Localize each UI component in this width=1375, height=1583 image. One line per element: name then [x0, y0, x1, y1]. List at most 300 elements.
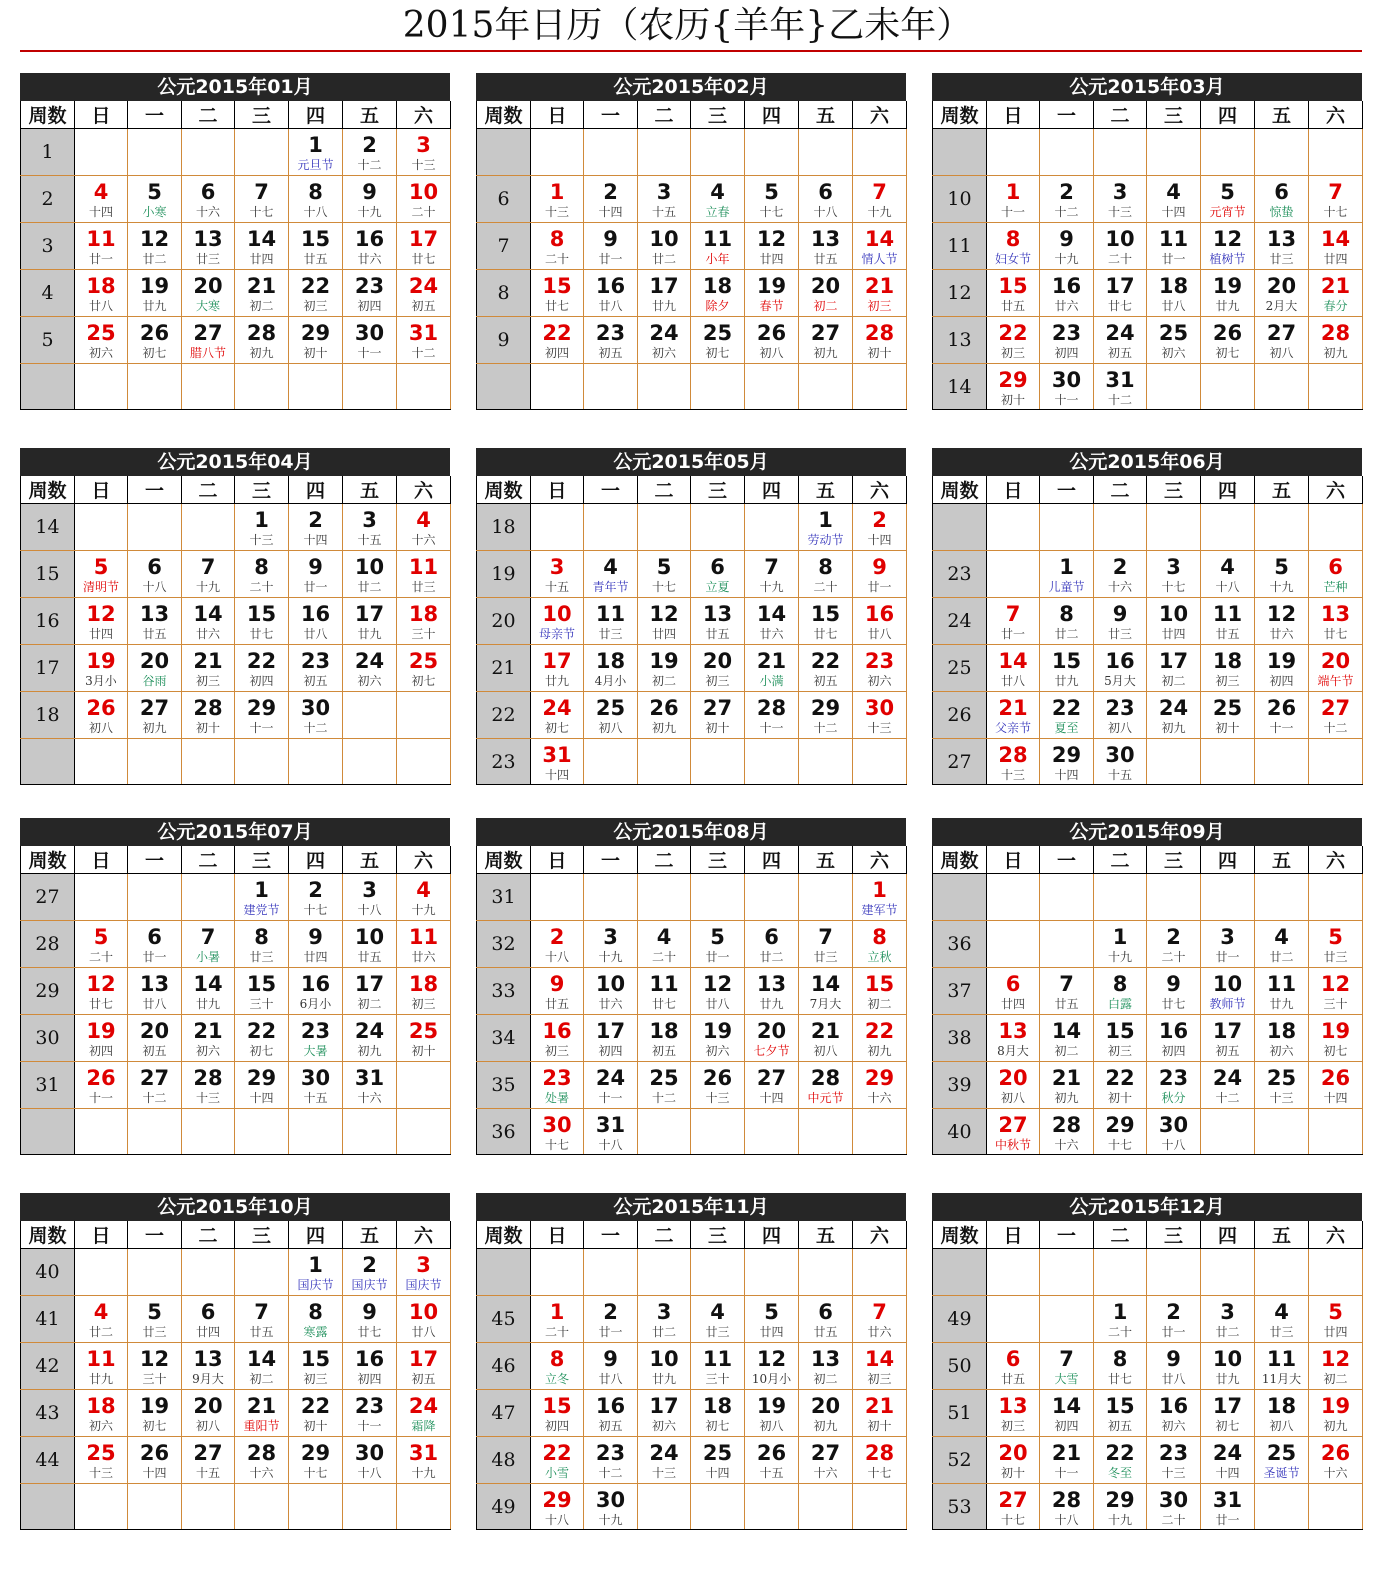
day-cell[interactable] [584, 223, 638, 270]
day-cell[interactable] [1201, 1062, 1255, 1109]
day-cell[interactable] [853, 1437, 907, 1484]
day-cell[interactable] [235, 1296, 289, 1343]
day-cell[interactable] [745, 176, 799, 223]
day-cell[interactable] [745, 1015, 799, 1062]
day-cell[interactable] [745, 1062, 799, 1109]
day-cell[interactable] [1040, 551, 1094, 598]
day-cell[interactable] [745, 968, 799, 1015]
day-cell[interactable] [1255, 598, 1309, 645]
day-cell[interactable] [691, 551, 745, 598]
day-cell[interactable] [235, 598, 289, 645]
day-cell[interactable] [235, 504, 289, 551]
day-cell[interactable] [745, 270, 799, 317]
day-cell[interactable] [987, 598, 1040, 645]
day-cell[interactable] [745, 921, 799, 968]
day-cell[interactable] [691, 1390, 745, 1437]
day-cell[interactable] [745, 317, 799, 364]
day-cell[interactable] [289, 1249, 343, 1296]
day-cell[interactable] [128, 270, 182, 317]
day-cell[interactable] [182, 223, 235, 270]
day-cell[interactable] [75, 692, 128, 739]
day-cell[interactable] [343, 968, 397, 1015]
day-cell[interactable] [75, 551, 128, 598]
day-cell[interactable] [987, 1343, 1040, 1390]
day-cell[interactable] [182, 645, 235, 692]
day-cell[interactable] [1255, 1437, 1309, 1484]
day-cell[interactable] [987, 645, 1040, 692]
day-cell[interactable] [987, 317, 1040, 364]
day-cell[interactable] [1255, 968, 1309, 1015]
day-cell[interactable] [1147, 598, 1201, 645]
day-cell[interactable] [397, 270, 451, 317]
day-cell[interactable] [745, 645, 799, 692]
day-cell[interactable] [397, 1343, 451, 1390]
day-cell[interactable] [1309, 1296, 1363, 1343]
day-cell[interactable] [1309, 1015, 1363, 1062]
day-cell[interactable] [235, 692, 289, 739]
day-cell[interactable] [1201, 1437, 1255, 1484]
day-cell[interactable] [1094, 921, 1147, 968]
day-cell[interactable] [584, 1343, 638, 1390]
day-cell[interactable] [584, 176, 638, 223]
day-cell[interactable] [75, 270, 128, 317]
day-cell[interactable] [584, 921, 638, 968]
day-cell[interactable] [638, 270, 691, 317]
day-cell[interactable] [75, 1062, 128, 1109]
day-cell[interactable] [531, 692, 584, 739]
day-cell[interactable] [584, 1484, 638, 1530]
day-cell[interactable] [182, 692, 235, 739]
day-cell[interactable] [853, 692, 907, 739]
day-cell[interactable] [235, 968, 289, 1015]
day-cell[interactable] [397, 551, 451, 598]
day-cell[interactable] [343, 921, 397, 968]
day-cell[interactable] [1147, 1015, 1201, 1062]
day-cell[interactable] [1094, 270, 1147, 317]
day-cell[interactable] [584, 645, 638, 692]
day-cell[interactable] [691, 645, 745, 692]
day-cell[interactable] [638, 1296, 691, 1343]
day-cell[interactable] [75, 598, 128, 645]
day-cell[interactable] [531, 1015, 584, 1062]
day-cell[interactable] [128, 176, 182, 223]
day-cell[interactable] [1040, 270, 1094, 317]
day-cell[interactable] [128, 1343, 182, 1390]
day-cell[interactable] [75, 1390, 128, 1437]
day-cell[interactable] [289, 692, 343, 739]
day-cell[interactable] [799, 176, 853, 223]
day-cell[interactable] [289, 317, 343, 364]
day-cell[interactable] [1040, 968, 1094, 1015]
day-cell[interactable] [182, 176, 235, 223]
day-cell[interactable] [1094, 1343, 1147, 1390]
day-cell[interactable] [1201, 968, 1255, 1015]
day-cell[interactable] [1040, 598, 1094, 645]
day-cell[interactable] [531, 1343, 584, 1390]
day-cell[interactable] [987, 968, 1040, 1015]
day-cell[interactable] [1255, 692, 1309, 739]
day-cell[interactable] [987, 692, 1040, 739]
day-cell[interactable] [1147, 692, 1201, 739]
day-cell[interactable] [1094, 176, 1147, 223]
day-cell[interactable] [75, 968, 128, 1015]
day-cell[interactable] [584, 1109, 638, 1155]
day-cell[interactable] [1147, 968, 1201, 1015]
day-cell[interactable] [987, 739, 1040, 785]
day-cell[interactable] [397, 317, 451, 364]
day-cell[interactable] [638, 1437, 691, 1484]
day-cell[interactable] [691, 176, 745, 223]
day-cell[interactable] [289, 598, 343, 645]
day-cell[interactable] [1147, 270, 1201, 317]
day-cell[interactable] [1094, 1296, 1147, 1343]
day-cell[interactable] [745, 1437, 799, 1484]
day-cell[interactable] [799, 223, 853, 270]
day-cell[interactable] [1147, 921, 1201, 968]
day-cell[interactable] [1309, 551, 1363, 598]
day-cell[interactable] [1094, 1437, 1147, 1484]
day-cell[interactable] [128, 692, 182, 739]
day-cell[interactable] [745, 692, 799, 739]
day-cell[interactable] [638, 551, 691, 598]
day-cell[interactable] [182, 1015, 235, 1062]
day-cell[interactable] [638, 1343, 691, 1390]
day-cell[interactable] [1201, 1484, 1255, 1530]
day-cell[interactable] [1147, 223, 1201, 270]
day-cell[interactable] [75, 1015, 128, 1062]
day-cell[interactable] [638, 176, 691, 223]
day-cell[interactable] [531, 317, 584, 364]
day-cell[interactable] [235, 1390, 289, 1437]
day-cell[interactable] [638, 692, 691, 739]
day-cell[interactable] [235, 645, 289, 692]
day-cell[interactable] [1255, 551, 1309, 598]
day-cell[interactable] [987, 364, 1040, 410]
day-cell[interactable] [397, 598, 451, 645]
day-cell[interactable] [1094, 223, 1147, 270]
day-cell[interactable] [691, 1015, 745, 1062]
day-cell[interactable] [1201, 921, 1255, 968]
day-cell[interactable] [531, 1296, 584, 1343]
day-cell[interactable] [182, 1296, 235, 1343]
day-cell[interactable] [128, 1062, 182, 1109]
day-cell[interactable] [799, 504, 853, 551]
day-cell[interactable] [1309, 598, 1363, 645]
day-cell[interactable] [235, 874, 289, 921]
day-cell[interactable] [1309, 1390, 1363, 1437]
day-cell[interactable] [1094, 645, 1147, 692]
day-cell[interactable] [289, 1390, 343, 1437]
day-cell[interactable] [691, 1062, 745, 1109]
day-cell[interactable] [343, 1390, 397, 1437]
day-cell[interactable] [343, 1343, 397, 1390]
day-cell[interactable] [289, 921, 343, 968]
day-cell[interactable] [987, 1484, 1040, 1530]
day-cell[interactable] [1094, 364, 1147, 410]
day-cell[interactable] [853, 1296, 907, 1343]
day-cell[interactable] [531, 739, 584, 785]
day-cell[interactable] [531, 223, 584, 270]
day-cell[interactable] [584, 968, 638, 1015]
day-cell[interactable] [853, 1015, 907, 1062]
day-cell[interactable] [182, 1390, 235, 1437]
day-cell[interactable] [745, 598, 799, 645]
day-cell[interactable] [691, 270, 745, 317]
day-cell[interactable] [289, 874, 343, 921]
day-cell[interactable] [343, 317, 397, 364]
day-cell[interactable] [182, 317, 235, 364]
day-cell[interactable] [1040, 223, 1094, 270]
day-cell[interactable] [1040, 317, 1094, 364]
day-cell[interactable] [235, 1015, 289, 1062]
day-cell[interactable] [853, 1390, 907, 1437]
day-cell[interactable] [584, 598, 638, 645]
day-cell[interactable] [638, 317, 691, 364]
day-cell[interactable] [1255, 176, 1309, 223]
day-cell[interactable] [1201, 692, 1255, 739]
day-cell[interactable] [235, 223, 289, 270]
day-cell[interactable] [1309, 270, 1363, 317]
day-cell[interactable] [343, 176, 397, 223]
day-cell[interactable] [75, 176, 128, 223]
day-cell[interactable] [235, 551, 289, 598]
day-cell[interactable] [745, 223, 799, 270]
day-cell[interactable] [182, 270, 235, 317]
day-cell[interactable] [397, 1437, 451, 1484]
day-cell[interactable] [75, 1343, 128, 1390]
day-cell[interactable] [853, 176, 907, 223]
day-cell[interactable] [799, 645, 853, 692]
day-cell[interactable] [987, 1062, 1040, 1109]
day-cell[interactable] [1040, 645, 1094, 692]
day-cell[interactable] [691, 598, 745, 645]
day-cell[interactable] [531, 645, 584, 692]
day-cell[interactable] [1094, 1484, 1147, 1530]
day-cell[interactable] [853, 1062, 907, 1109]
day-cell[interactable] [1255, 1062, 1309, 1109]
day-cell[interactable] [235, 317, 289, 364]
day-cell[interactable] [1147, 1437, 1201, 1484]
day-cell[interactable] [343, 598, 397, 645]
day-cell[interactable] [1094, 598, 1147, 645]
day-cell[interactable] [1255, 317, 1309, 364]
day-cell[interactable] [1040, 692, 1094, 739]
day-cell[interactable] [531, 598, 584, 645]
day-cell[interactable] [1255, 1296, 1309, 1343]
day-cell[interactable] [343, 223, 397, 270]
day-cell[interactable] [691, 1296, 745, 1343]
day-cell[interactable] [987, 1390, 1040, 1437]
day-cell[interactable] [1094, 551, 1147, 598]
day-cell[interactable] [75, 645, 128, 692]
day-cell[interactable] [128, 317, 182, 364]
day-cell[interactable] [745, 1343, 799, 1390]
day-cell[interactable] [182, 1062, 235, 1109]
day-cell[interactable] [1094, 317, 1147, 364]
day-cell[interactable] [853, 968, 907, 1015]
day-cell[interactable] [289, 504, 343, 551]
day-cell[interactable] [799, 1437, 853, 1484]
day-cell[interactable] [182, 1343, 235, 1390]
day-cell[interactable] [397, 968, 451, 1015]
day-cell[interactable] [343, 1062, 397, 1109]
day-cell[interactable] [584, 270, 638, 317]
day-cell[interactable] [531, 176, 584, 223]
day-cell[interactable] [397, 176, 451, 223]
day-cell[interactable] [1094, 1015, 1147, 1062]
day-cell[interactable] [745, 1296, 799, 1343]
day-cell[interactable] [1147, 317, 1201, 364]
day-cell[interactable] [1147, 1296, 1201, 1343]
day-cell[interactable] [289, 968, 343, 1015]
day-cell[interactable] [1309, 692, 1363, 739]
day-cell[interactable] [1094, 968, 1147, 1015]
day-cell[interactable] [987, 1015, 1040, 1062]
day-cell[interactable] [987, 223, 1040, 270]
day-cell[interactable] [289, 1062, 343, 1109]
day-cell[interactable] [853, 645, 907, 692]
day-cell[interactable] [128, 1390, 182, 1437]
day-cell[interactable] [1309, 1343, 1363, 1390]
day-cell[interactable] [1201, 223, 1255, 270]
day-cell[interactable] [235, 1343, 289, 1390]
day-cell[interactable] [745, 551, 799, 598]
day-cell[interactable] [691, 223, 745, 270]
day-cell[interactable] [1094, 1390, 1147, 1437]
day-cell[interactable] [584, 1390, 638, 1437]
day-cell[interactable] [289, 176, 343, 223]
day-cell[interactable] [343, 874, 397, 921]
day-cell[interactable] [75, 1296, 128, 1343]
day-cell[interactable] [853, 223, 907, 270]
day-cell[interactable] [531, 1390, 584, 1437]
day-cell[interactable] [128, 968, 182, 1015]
day-cell[interactable] [1040, 1062, 1094, 1109]
day-cell[interactable] [799, 270, 853, 317]
day-cell[interactable] [1147, 1343, 1201, 1390]
day-cell[interactable] [289, 223, 343, 270]
day-cell[interactable] [397, 504, 451, 551]
day-cell[interactable] [1255, 1390, 1309, 1437]
day-cell[interactable] [397, 921, 451, 968]
day-cell[interactable] [1201, 1343, 1255, 1390]
day-cell[interactable] [531, 1062, 584, 1109]
day-cell[interactable] [638, 1390, 691, 1437]
day-cell[interactable] [128, 921, 182, 968]
day-cell[interactable] [1309, 1437, 1363, 1484]
day-cell[interactable] [799, 968, 853, 1015]
day-cell[interactable] [1309, 1062, 1363, 1109]
day-cell[interactable] [1040, 1390, 1094, 1437]
day-cell[interactable] [1201, 645, 1255, 692]
day-cell[interactable] [128, 645, 182, 692]
day-cell[interactable] [987, 176, 1040, 223]
day-cell[interactable] [343, 270, 397, 317]
day-cell[interactable] [1040, 1015, 1094, 1062]
day-cell[interactable] [343, 1437, 397, 1484]
day-cell[interactable] [799, 1296, 853, 1343]
day-cell[interactable] [799, 692, 853, 739]
day-cell[interactable] [745, 1390, 799, 1437]
day-cell[interactable] [397, 1015, 451, 1062]
day-cell[interactable] [1147, 176, 1201, 223]
day-cell[interactable] [1309, 223, 1363, 270]
day-cell[interactable] [691, 968, 745, 1015]
day-cell[interactable] [1201, 1296, 1255, 1343]
day-cell[interactable] [1201, 270, 1255, 317]
day-cell[interactable] [987, 1437, 1040, 1484]
day-cell[interactable] [289, 129, 343, 176]
day-cell[interactable] [182, 551, 235, 598]
day-cell[interactable] [1309, 176, 1363, 223]
day-cell[interactable] [1309, 968, 1363, 1015]
day-cell[interactable] [638, 921, 691, 968]
day-cell[interactable] [75, 1437, 128, 1484]
day-cell[interactable] [584, 1062, 638, 1109]
day-cell[interactable] [397, 1390, 451, 1437]
day-cell[interactable] [584, 1296, 638, 1343]
day-cell[interactable] [289, 551, 343, 598]
day-cell[interactable] [289, 1437, 343, 1484]
day-cell[interactable] [584, 317, 638, 364]
day-cell[interactable] [799, 1390, 853, 1437]
day-cell[interactable] [1201, 1390, 1255, 1437]
day-cell[interactable] [531, 270, 584, 317]
day-cell[interactable] [853, 598, 907, 645]
day-cell[interactable] [691, 317, 745, 364]
day-cell[interactable] [397, 1296, 451, 1343]
day-cell[interactable] [584, 1015, 638, 1062]
day-cell[interactable] [1040, 176, 1094, 223]
day-cell[interactable] [853, 317, 907, 364]
day-cell[interactable] [397, 129, 451, 176]
day-cell[interactable] [1201, 176, 1255, 223]
day-cell[interactable] [1255, 1015, 1309, 1062]
day-cell[interactable] [1255, 645, 1309, 692]
day-cell[interactable] [343, 1015, 397, 1062]
day-cell[interactable] [584, 1437, 638, 1484]
day-cell[interactable] [638, 1015, 691, 1062]
day-cell[interactable] [343, 1296, 397, 1343]
day-cell[interactable] [343, 645, 397, 692]
day-cell[interactable] [75, 223, 128, 270]
day-cell[interactable] [799, 551, 853, 598]
day-cell[interactable] [1255, 270, 1309, 317]
day-cell[interactable] [289, 1343, 343, 1390]
day-cell[interactable] [853, 504, 907, 551]
day-cell[interactable] [343, 504, 397, 551]
day-cell[interactable] [1147, 1062, 1201, 1109]
day-cell[interactable] [1255, 223, 1309, 270]
day-cell[interactable] [75, 317, 128, 364]
day-cell[interactable] [1255, 921, 1309, 968]
day-cell[interactable] [1309, 645, 1363, 692]
day-cell[interactable] [1094, 1062, 1147, 1109]
day-cell[interactable] [235, 1062, 289, 1109]
day-cell[interactable] [343, 1249, 397, 1296]
day-cell[interactable] [1040, 739, 1094, 785]
day-cell[interactable] [397, 874, 451, 921]
day-cell[interactable] [638, 223, 691, 270]
day-cell[interactable] [397, 645, 451, 692]
day-cell[interactable] [799, 921, 853, 968]
day-cell[interactable] [1040, 1109, 1094, 1155]
day-cell[interactable] [397, 1249, 451, 1296]
day-cell[interactable] [531, 921, 584, 968]
day-cell[interactable] [128, 551, 182, 598]
day-cell[interactable] [182, 968, 235, 1015]
day-cell[interactable] [1201, 1015, 1255, 1062]
